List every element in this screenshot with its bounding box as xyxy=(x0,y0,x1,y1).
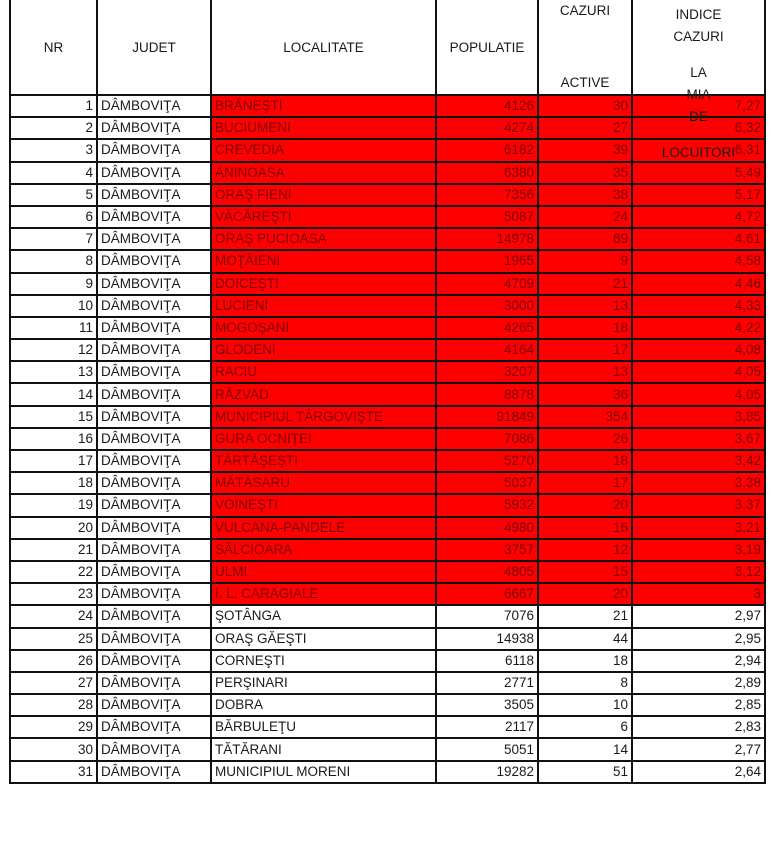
cell-indice[interactable]: 7,27 xyxy=(632,95,765,117)
header-indice-line3: LOCUITORI xyxy=(661,145,736,160)
cell-localitate[interactable]: GURA OCNIŢEI xyxy=(211,428,436,450)
cell-populatie[interactable]: 6182 xyxy=(436,139,538,161)
cell-populatie[interactable]: 5932 xyxy=(436,494,538,516)
cell-cazuri-active[interactable]: 20 xyxy=(538,583,632,605)
cell-localitate[interactable]: I. L. CARAGIALE xyxy=(211,583,436,605)
cell-judet[interactable]: DÂMBOVIŢA xyxy=(97,228,211,250)
table-row xyxy=(10,494,765,516)
cell-cazuri-active[interactable]: 17 xyxy=(538,472,632,494)
cell-judet[interactable]: DÂMBOVIŢA xyxy=(97,472,211,494)
cell-indice[interactable]: 3 xyxy=(632,583,765,605)
table-row xyxy=(10,406,765,428)
cell-nr[interactable]: 13 xyxy=(10,361,97,383)
table-row xyxy=(10,583,765,605)
cell-indice[interactable]: 4,33 xyxy=(632,295,765,317)
cell-localitate[interactable]: ULMI xyxy=(211,561,436,583)
cell-localitate[interactable]: RACIU xyxy=(211,361,436,383)
header-populatie: POPULATIE xyxy=(436,0,538,95)
cell-cazuri-active[interactable]: 12 xyxy=(538,539,632,561)
table-row xyxy=(10,517,765,539)
table-row xyxy=(10,539,765,561)
cell-indice[interactable]: 2,64 xyxy=(632,761,765,783)
cell-nr[interactable]: 24 xyxy=(10,605,97,627)
cell-cazuri-active[interactable]: 18 xyxy=(538,317,632,339)
cell-nr[interactable]: 9 xyxy=(10,273,97,295)
header-row xyxy=(10,0,765,95)
cell-judet[interactable]: DÂMBOVIŢA xyxy=(97,583,211,605)
header-indice-word: DE xyxy=(689,109,708,124)
cell-localitate[interactable]: CREVEDIA xyxy=(211,139,436,161)
cell-indice[interactable]: 3,37 xyxy=(632,494,765,516)
cell-populatie[interactable]: 19282 xyxy=(436,761,538,783)
cell-indice[interactable]: 2,85 xyxy=(632,694,765,716)
cell-localitate[interactable]: PERŞINARI xyxy=(211,672,436,694)
cell-nr[interactable]: 19 xyxy=(10,494,97,516)
table-row xyxy=(10,738,765,760)
cell-judet[interactable]: DÂMBOVIŢA xyxy=(97,361,211,383)
cell-localitate[interactable]: BRĂNEŞTI xyxy=(211,95,436,117)
cell-populatie[interactable]: 5270 xyxy=(436,450,538,472)
cell-nr[interactable]: 25 xyxy=(10,628,97,650)
cell-localitate[interactable]: ORAŞ GĂEŞTI xyxy=(211,628,436,650)
table-row xyxy=(10,472,765,494)
table-row xyxy=(10,295,765,317)
cell-localitate[interactable]: CORNEŞTI xyxy=(211,650,436,672)
cell-localitate[interactable]: ORAŞ PUCIOASA xyxy=(211,228,436,250)
cell-indice[interactable]: 3,19 xyxy=(632,539,765,561)
cell-localitate[interactable]: MOŢĂIENI xyxy=(211,250,436,272)
header-nr: NR xyxy=(10,0,97,95)
cell-indice[interactable]: 3,85 xyxy=(632,406,765,428)
cell-localitate[interactable]: VULCANA-PANDELE xyxy=(211,517,436,539)
cell-cazuri-active[interactable]: 39 xyxy=(538,139,632,161)
table-row xyxy=(10,184,765,206)
table-body xyxy=(10,95,765,783)
cell-indice[interactable]: 6,32 xyxy=(632,117,765,139)
cell-judet[interactable]: DÂMBOVIŢA xyxy=(97,494,211,516)
cell-localitate[interactable]: MUNICIPIUL TÂRGOVIŞTE xyxy=(211,406,436,428)
cell-populatie[interactable]: 4980 xyxy=(436,517,538,539)
cell-judet[interactable]: DÂMBOVIŢA xyxy=(97,139,211,161)
cell-nr[interactable]: 4 xyxy=(10,162,97,184)
cell-nr[interactable]: 3 xyxy=(10,139,97,161)
cell-indice[interactable]: 4,05 xyxy=(632,361,765,383)
cell-populatie[interactable]: 7086 xyxy=(436,428,538,450)
cell-judet[interactable]: DÂMBOVIŢA xyxy=(97,738,211,760)
cell-populatie[interactable]: 4164 xyxy=(436,339,538,361)
cell-indice[interactable]: 2,95 xyxy=(632,628,765,650)
cell-cazuri-active[interactable]: 27 xyxy=(538,117,632,139)
cell-cazuri-active[interactable]: 9 xyxy=(538,250,632,272)
cell-localitate[interactable]: LUCIENI xyxy=(211,295,436,317)
cell-nr[interactable]: 12 xyxy=(10,339,97,361)
header-indice-word: CAZURI xyxy=(673,29,724,44)
cell-localitate[interactable]: ANINOASA xyxy=(211,162,436,184)
cell-indice[interactable]: 2,77 xyxy=(632,738,765,760)
cell-nr[interactable]: 5 xyxy=(10,184,97,206)
cell-indice[interactable]: 6,31 xyxy=(632,139,765,161)
cell-indice[interactable]: 3,21 xyxy=(632,517,765,539)
cell-nr[interactable]: 6 xyxy=(10,206,97,228)
cell-nr[interactable]: 21 xyxy=(10,539,97,561)
header-localitate: LOCALITATE xyxy=(211,0,436,95)
cell-nr[interactable]: 23 xyxy=(10,583,97,605)
cell-judet[interactable]: DÂMBOVIŢA xyxy=(97,273,211,295)
cell-indice[interactable]: 3,67 xyxy=(632,428,765,450)
cell-nr[interactable]: 31 xyxy=(10,761,97,783)
cell-populatie[interactable]: 4274 xyxy=(436,117,538,139)
cell-judet[interactable]: DÂMBOVIŢA xyxy=(97,716,211,738)
table-row xyxy=(10,339,765,361)
cell-cazuri-active[interactable]: 51 xyxy=(538,761,632,783)
cell-judet[interactable]: DÂMBOVIŢA xyxy=(97,206,211,228)
cell-localitate[interactable]: BĂRBULEŢU xyxy=(211,716,436,738)
cell-localitate[interactable]: DOBRA xyxy=(211,694,436,716)
cell-localitate[interactable]: TĂRTĂŞEŞTI xyxy=(211,450,436,472)
cell-localitate[interactable]: SĂLCIOARA xyxy=(211,539,436,561)
cell-judet[interactable]: DÂMBOVIŢA xyxy=(97,295,211,317)
cell-indice[interactable]: 2,94 xyxy=(632,650,765,672)
cell-localitate[interactable]: VĂCĂREŞTI xyxy=(211,206,436,228)
table-row xyxy=(10,383,765,405)
cell-nr[interactable]: 27 xyxy=(10,672,97,694)
cell-localitate[interactable]: RĂZVAD xyxy=(211,383,436,405)
cell-nr[interactable]: 26 xyxy=(10,650,97,672)
table-row xyxy=(10,361,765,383)
cell-cazuri-active[interactable]: 15 xyxy=(538,561,632,583)
cell-nr[interactable]: 16 xyxy=(10,428,97,450)
cell-judet[interactable]: DÂMBOVIŢA xyxy=(97,628,211,650)
header-cazuri-line2: ACTIVE xyxy=(560,75,610,90)
cell-nr[interactable]: 30 xyxy=(10,738,97,760)
cell-populatie[interactable]: 5037 xyxy=(436,472,538,494)
cell-cazuri-active[interactable]: 38 xyxy=(538,184,632,206)
cell-nr[interactable]: 15 xyxy=(10,406,97,428)
cell-nr[interactable]: 7 xyxy=(10,228,97,250)
table-row xyxy=(10,561,765,583)
cell-localitate[interactable]: MĂTĂSARU xyxy=(211,472,436,494)
table-row xyxy=(10,650,765,672)
cell-cazuri-active[interactable]: 6 xyxy=(538,716,632,738)
header-cazuri-line1: CAZURI xyxy=(559,3,611,18)
cell-cazuri-active[interactable]: 21 xyxy=(538,273,632,295)
cell-judet[interactable]: DÂMBOVIŢA xyxy=(97,672,211,694)
table-row xyxy=(10,672,765,694)
cell-populatie[interactable]: 4265 xyxy=(436,317,538,339)
cell-judet[interactable]: DÂMBOVIŢA xyxy=(97,761,211,783)
cell-indice[interactable]: 4,61 xyxy=(632,228,765,250)
cell-judet[interactable]: DÂMBOVIŢA xyxy=(97,605,211,627)
cell-indice[interactable]: 4,08 xyxy=(632,339,765,361)
cell-populatie[interactable]: 6118 xyxy=(436,650,538,672)
table-row xyxy=(10,317,765,339)
cell-cazuri-active[interactable]: 13 xyxy=(538,295,632,317)
header-indice-word: MIA xyxy=(686,87,711,102)
table-row xyxy=(10,716,765,738)
cell-indice[interactable]: 3,12 xyxy=(632,561,765,583)
cell-judet[interactable]: DÂMBOVIŢA xyxy=(97,184,211,206)
cell-localitate[interactable]: GLODENI xyxy=(211,339,436,361)
cell-cazuri-active[interactable]: 21 xyxy=(538,605,632,627)
table-row xyxy=(10,206,765,228)
cell-nr[interactable]: 2 xyxy=(10,117,97,139)
cell-indice[interactable]: 2,97 xyxy=(632,605,765,627)
cell-populatie[interactable]: 4126 xyxy=(436,95,538,117)
cell-populatie[interactable]: 2117 xyxy=(436,716,538,738)
table-row xyxy=(10,628,765,650)
cell-localitate[interactable]: MOGOŞANI xyxy=(211,317,436,339)
table-row xyxy=(10,273,765,295)
table-row xyxy=(10,250,765,272)
cell-cazuri-active[interactable]: 10 xyxy=(538,694,632,716)
cell-indice[interactable]: 5,49 xyxy=(632,162,765,184)
table-row xyxy=(10,228,765,250)
cell-indice[interactable]: 4,58 xyxy=(632,250,765,272)
cell-indice[interactable]: 5,17 xyxy=(632,184,765,206)
cell-nr[interactable]: 8 xyxy=(10,250,97,272)
cell-judet[interactable]: DÂMBOVIŢA xyxy=(97,117,211,139)
cell-populatie[interactable]: 14938 xyxy=(436,628,538,650)
cell-judet[interactable]: DÂMBOVIŢA xyxy=(97,450,211,472)
cell-cazuri-active[interactable]: 18 xyxy=(538,450,632,472)
cell-nr[interactable]: 11 xyxy=(10,317,97,339)
cell-judet[interactable]: DÂMBOVIŢA xyxy=(97,95,211,117)
cell-populatie[interactable]: 4805 xyxy=(436,561,538,583)
cell-cazuri-active[interactable]: 26 xyxy=(538,428,632,450)
cell-populatie[interactable]: 6380 xyxy=(436,162,538,184)
cell-cazuri-active[interactable]: 8 xyxy=(538,672,632,694)
header-judet: JUDET xyxy=(97,0,211,95)
cell-judet[interactable]: DÂMBOVIŢA xyxy=(97,428,211,450)
cell-localitate[interactable]: ŞOTÂNGA xyxy=(211,605,436,627)
cell-indice[interactable]: 2,83 xyxy=(632,716,765,738)
header-indice-word: LA xyxy=(690,65,707,80)
cell-cazuri-active[interactable]: 20 xyxy=(538,494,632,516)
cell-localitate[interactable]: ORAŞ FIENI xyxy=(211,184,436,206)
cell-cazuri-active[interactable]: 44 xyxy=(538,628,632,650)
cell-cazuri-active[interactable]: 14 xyxy=(538,738,632,760)
cell-populatie[interactable]: 6667 xyxy=(436,583,538,605)
cell-judet[interactable]: DÂMBOVIŢA xyxy=(97,406,211,428)
cell-localitate[interactable]: BUCIUMENI xyxy=(211,117,436,139)
cell-cazuri-active[interactable]: 30 xyxy=(538,95,632,117)
cell-populatie[interactable]: 2771 xyxy=(436,672,538,694)
cell-judet[interactable]: DÂMBOVIŢA xyxy=(97,317,211,339)
cell-nr[interactable]: 29 xyxy=(10,716,97,738)
table-row xyxy=(10,428,765,450)
cell-judet[interactable]: DÂMBOVIŢA xyxy=(97,250,211,272)
cell-cazuri-active[interactable]: 18 xyxy=(538,650,632,672)
cell-cazuri-active[interactable]: 69 xyxy=(538,228,632,250)
header-indice-word: INDICE xyxy=(675,7,722,22)
cell-populatie[interactable]: 3207 xyxy=(436,361,538,383)
cell-populatie[interactable]: 8878 xyxy=(436,383,538,405)
cell-judet[interactable]: DÂMBOVIŢA xyxy=(97,383,211,405)
cell-indice[interactable]: 4,05 xyxy=(632,383,765,405)
cell-populatie[interactable]: 3757 xyxy=(436,539,538,561)
cell-cazuri-active[interactable]: 354 xyxy=(538,406,632,428)
cell-populatie[interactable]: 7076 xyxy=(436,605,538,627)
cases-table xyxy=(9,0,766,784)
cell-nr[interactable]: 1 xyxy=(10,95,97,117)
cell-populatie[interactable]: 5087 xyxy=(436,206,538,228)
cell-populatie[interactable]: 3000 xyxy=(436,295,538,317)
cell-indice[interactable]: 4,46 xyxy=(632,273,765,295)
table-row xyxy=(10,450,765,472)
cell-nr[interactable]: 28 xyxy=(10,694,97,716)
cell-cazuri-active[interactable]: 35 xyxy=(538,162,632,184)
cell-populatie[interactable]: 3505 xyxy=(436,694,538,716)
table-row xyxy=(10,761,765,783)
cell-judet[interactable]: DÂMBOVIŢA xyxy=(97,339,211,361)
table-row xyxy=(10,605,765,627)
cell-localitate[interactable]: DOICEŞTI xyxy=(211,273,436,295)
cell-judet[interactable]: DÂMBOVIŢA xyxy=(97,561,211,583)
cell-judet[interactable]: DÂMBOVIŢA xyxy=(97,650,211,672)
cell-nr[interactable]: 17 xyxy=(10,450,97,472)
cell-localitate[interactable]: VOINEŞTI xyxy=(211,494,436,516)
header-cazuri-active xyxy=(538,0,632,95)
cell-populatie[interactable]: 4709 xyxy=(436,273,538,295)
header-indice-line1 xyxy=(636,4,761,48)
cell-judet[interactable]: DÂMBOVIŢA xyxy=(97,694,211,716)
cell-populatie[interactable]: 14978 xyxy=(436,228,538,250)
cell-populatie[interactable]: 5051 xyxy=(436,738,538,760)
cell-cazuri-active[interactable]: 36 xyxy=(538,383,632,405)
cell-cazuri-active[interactable]: 17 xyxy=(538,339,632,361)
cell-cazuri-active[interactable]: 24 xyxy=(538,206,632,228)
cell-judet[interactable]: DÂMBOVIŢA xyxy=(97,539,211,561)
cell-judet[interactable]: DÂMBOVIŢA xyxy=(97,517,211,539)
cell-populatie[interactable]: 7356 xyxy=(436,184,538,206)
cell-nr[interactable]: 10 xyxy=(10,295,97,317)
cell-indice[interactable]: 2,89 xyxy=(632,672,765,694)
cell-nr[interactable]: 20 xyxy=(10,517,97,539)
cell-indice[interactable]: 3,42 xyxy=(632,450,765,472)
cell-populatie[interactable]: 1965 xyxy=(436,250,538,272)
cell-cazuri-active[interactable]: 16 xyxy=(538,517,632,539)
cell-nr[interactable]: 18 xyxy=(10,472,97,494)
cell-cazuri-active[interactable]: 13 xyxy=(538,361,632,383)
cell-judet[interactable]: DÂMBOVIŢA xyxy=(97,162,211,184)
cell-localitate[interactable]: TĂTĂRANI xyxy=(211,738,436,760)
cell-indice[interactable]: 4,72 xyxy=(632,206,765,228)
cell-localitate[interactable]: MUNICIPIUL MORENI xyxy=(211,761,436,783)
cell-nr[interactable]: 22 xyxy=(10,561,97,583)
cell-indice[interactable]: 3,38 xyxy=(632,472,765,494)
cell-indice[interactable]: 4,22 xyxy=(632,317,765,339)
cell-populatie[interactable]: 91849 xyxy=(436,406,538,428)
cell-nr[interactable]: 14 xyxy=(10,383,97,405)
table-row xyxy=(10,694,765,716)
table-row xyxy=(10,162,765,184)
